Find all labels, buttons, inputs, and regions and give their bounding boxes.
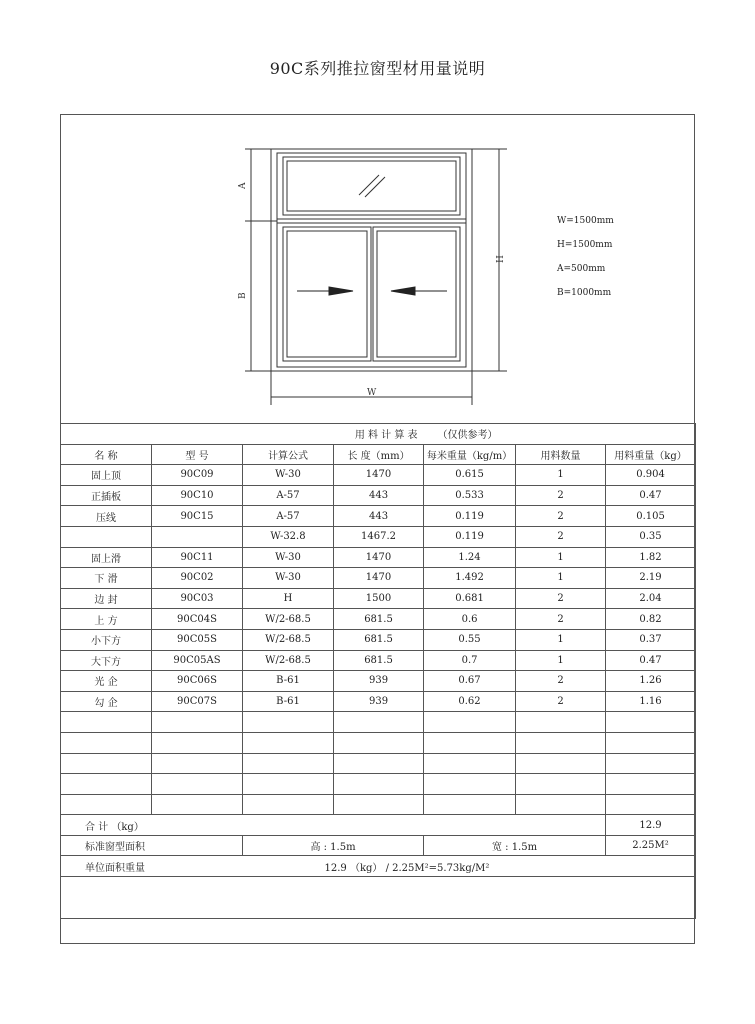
total-label: 合 计 （kg） [61, 815, 606, 836]
cell-weight: 0.47 [606, 485, 696, 506]
cell-quantity: 1 [516, 547, 606, 568]
cell-name: 大下方 [61, 650, 152, 671]
area-value: 2.25M² [606, 835, 696, 856]
spec-width: W=1500mm [557, 216, 614, 226]
cell-model: 90C02 [152, 568, 243, 589]
cell-model: 90C06S [152, 671, 243, 692]
spec-a: A=500mm [557, 264, 606, 274]
cell-weight-per-meter: 0.62 [424, 691, 516, 712]
cell-formula: W/2-68.5 [243, 609, 334, 630]
table-note: （仅供参考） [437, 430, 498, 442]
cell-length: 443 [334, 485, 424, 506]
table-row [61, 588, 696, 609]
dimension-specs [557, 209, 614, 305]
cell-length: 1500 [334, 588, 424, 609]
dim-label-b: B [238, 292, 248, 299]
header-model: 型 号 [152, 444, 243, 465]
cell-length: 443 [334, 506, 424, 527]
cell-formula: B-61 [243, 691, 334, 712]
cell-model: 90C15 [152, 506, 243, 527]
cell-model: 90C03 [152, 588, 243, 609]
unit-weight-label: 单位面积重量 [61, 856, 243, 877]
header-name: 名 称 [61, 444, 152, 465]
header-quantity: 用料数量 [516, 444, 606, 465]
header-weight-per-meter: 每米重量（kg/m） [424, 444, 516, 465]
cell-name: 光 企 [61, 671, 152, 692]
cell-length: 939 [334, 691, 424, 712]
height-text: 高 : 1.5m [243, 835, 424, 856]
cell-quantity: 1 [516, 568, 606, 589]
table-row [61, 506, 696, 527]
fixed-top-pane [283, 157, 460, 215]
cell-length: 681.5 [334, 650, 424, 671]
cell-weight: 1.16 [606, 691, 696, 712]
unit-weight-row [61, 856, 696, 877]
cell-weight-per-meter: 1.24 [424, 547, 516, 568]
cell-model [152, 526, 243, 547]
cell-weight-per-meter: 1.492 [424, 568, 516, 589]
header-length: 长 度（mm） [334, 444, 424, 465]
table-row [61, 691, 696, 712]
table-row [61, 485, 696, 506]
cell-weight: 0.105 [606, 506, 696, 527]
cell-name: 勾 企 [61, 691, 152, 712]
slide-arrow-right [297, 287, 353, 295]
blank-row [61, 877, 696, 919]
dim-label-w: W [367, 388, 377, 398]
cell-model: 90C05S [152, 629, 243, 650]
cell-quantity: 2 [516, 485, 606, 506]
cell-weight-per-meter: 0.6 [424, 609, 516, 630]
cell-length: 1470 [334, 568, 424, 589]
cell-length: 681.5 [334, 609, 424, 630]
table-caption-row [61, 424, 696, 445]
cell-name: 边 封 [61, 588, 152, 609]
material-calc-table [60, 423, 696, 919]
cell-weight-per-meter: 0.681 [424, 588, 516, 609]
spec-b: B=1000mm [557, 288, 612, 298]
cell-name: 上 方 [61, 609, 152, 630]
cell-model: 90C09 [152, 465, 243, 486]
cell-weight: 1.82 [606, 547, 696, 568]
cell-length: 681.5 [334, 629, 424, 650]
cell-name: 下 滑 [61, 568, 152, 589]
empty-row [61, 774, 696, 795]
dim-label-h: H [496, 255, 506, 263]
cell-length: 1467.2 [334, 526, 424, 547]
cell-quantity: 2 [516, 506, 606, 527]
right-sash [373, 227, 460, 361]
cell-formula: W-30 [243, 547, 334, 568]
empty-row [61, 732, 696, 753]
table-row [61, 671, 696, 692]
cell-quantity: 1 [516, 465, 606, 486]
header-weight: 用料重量（kg） [606, 444, 696, 465]
empty-row [61, 753, 696, 774]
cell-quantity: 2 [516, 691, 606, 712]
cell-model: 90C07S [152, 691, 243, 712]
cell-formula: B-61 [243, 671, 334, 692]
cell-quantity: 2 [516, 526, 606, 547]
table-header-row [61, 444, 696, 465]
cell-length: 939 [334, 671, 424, 692]
cell-formula: W-30 [243, 568, 334, 589]
cell-name: 固上滑 [61, 547, 152, 568]
cell-length: 1470 [334, 547, 424, 568]
cell-quantity: 2 [516, 671, 606, 692]
cell-model: 90C05AS [152, 650, 243, 671]
area-row [61, 835, 696, 856]
table-row [61, 650, 696, 671]
total-row [61, 815, 696, 836]
empty-row [61, 712, 696, 733]
header-formula: 计算公式 [243, 444, 334, 465]
table-row [61, 526, 696, 547]
cell-model: 90C11 [152, 547, 243, 568]
cell-length: 1470 [334, 465, 424, 486]
cell-weight-per-meter: 0.55 [424, 629, 516, 650]
cell-formula: A-57 [243, 485, 334, 506]
total-value: 12.9 [606, 815, 696, 836]
cell-weight: 2.04 [606, 588, 696, 609]
cell-formula: W-32.8 [243, 526, 334, 547]
cell-weight-per-meter: 0.67 [424, 671, 516, 692]
cell-quantity: 2 [516, 588, 606, 609]
cell-quantity: 1 [516, 650, 606, 671]
cell-name: 压线 [61, 506, 152, 527]
cell-name: 正插板 [61, 485, 152, 506]
cell-weight: 1.26 [606, 671, 696, 692]
empty-row [61, 794, 696, 815]
cell-name [61, 526, 152, 547]
cell-formula: W/2-68.5 [243, 629, 334, 650]
cell-formula: H [243, 588, 334, 609]
cell-weight: 0.904 [606, 465, 696, 486]
width-text: 宽 : 1.5m [424, 835, 606, 856]
unit-weight-formula: 12.9 （kg） / 2.25M²=5.73kg/M² [243, 856, 696, 877]
table-row [61, 465, 696, 486]
cell-weight-per-meter: 0.615 [424, 465, 516, 486]
table-row [61, 629, 696, 650]
cell-model: 90C04S [152, 609, 243, 630]
cell-formula: W-30 [243, 465, 334, 486]
cell-weight: 0.35 [606, 526, 696, 547]
cell-weight-per-meter: 0.119 [424, 526, 516, 547]
dim-label-a: A [238, 182, 248, 189]
left-sash [283, 227, 371, 361]
cell-model: 90C10 [152, 485, 243, 506]
cell-name: 固上顶 [61, 465, 152, 486]
cell-weight-per-meter: 0.119 [424, 506, 516, 527]
cell-formula: A-57 [243, 506, 334, 527]
table-row [61, 609, 696, 630]
table-caption: 用 料 计 算 表 [354, 430, 418, 442]
area-label: 标准窗型面积 [61, 835, 243, 856]
cell-formula: W/2-68.5 [243, 650, 334, 671]
page-title: 90C系列推拉窗型材用量说明 [269, 59, 486, 78]
slide-arrow-left [391, 287, 447, 295]
cell-quantity: 1 [516, 629, 606, 650]
table-row [61, 568, 696, 589]
cell-weight: 2.19 [606, 568, 696, 589]
table-row [61, 547, 696, 568]
spec-height: H=1500mm [557, 240, 613, 250]
cell-weight-per-meter: 0.533 [424, 485, 516, 506]
cell-quantity: 2 [516, 609, 606, 630]
cell-weight: 0.47 [606, 650, 696, 671]
document-frame [60, 114, 695, 944]
cell-weight-per-meter: 0.7 [424, 650, 516, 671]
cell-weight: 0.37 [606, 629, 696, 650]
cell-name: 小下方 [61, 629, 152, 650]
cell-weight: 0.82 [606, 609, 696, 630]
